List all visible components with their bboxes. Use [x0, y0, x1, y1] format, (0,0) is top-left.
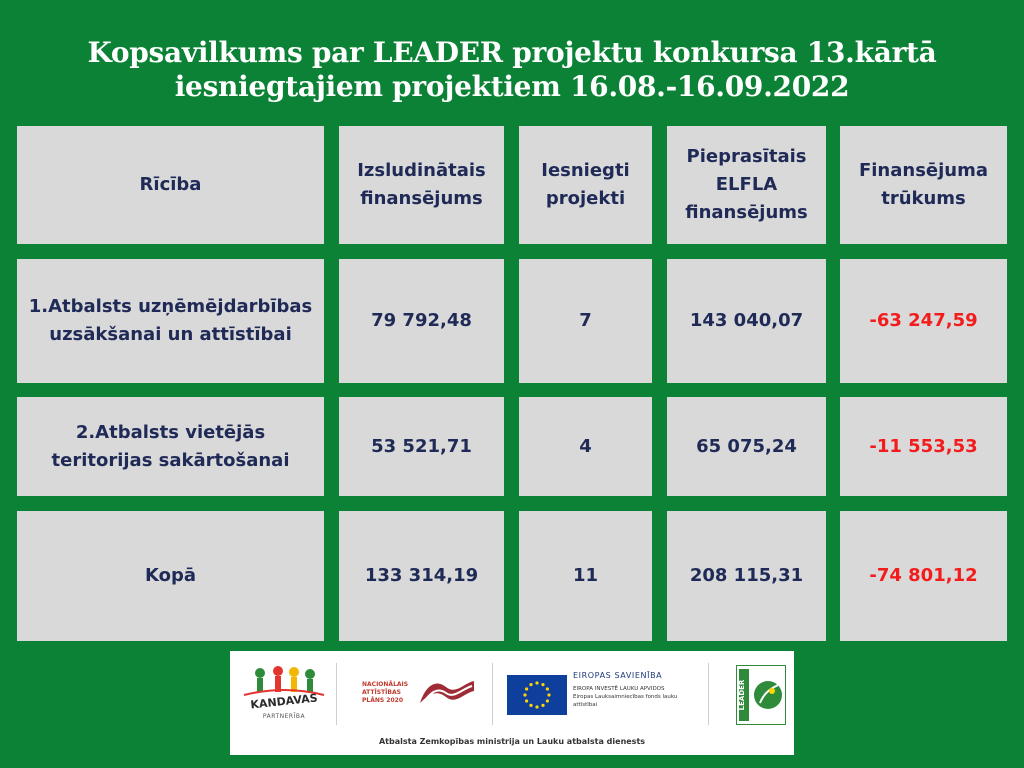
eu-subtitle	[573, 685, 693, 709]
header-announced-funding: Izsludinātais finansējums	[339, 126, 504, 244]
eu-subtitle-line-2: Eiropas Lauksaimniecības fonds lauku attīstībai	[573, 694, 678, 708]
total-projects: 11	[519, 511, 652, 641]
total-label: Kopā	[17, 511, 324, 641]
support-text: Atbalsta Zemkopības ministrija un Lauku atbalsta dienests	[378, 737, 646, 746]
header-requested-funding: Pieprasītais ELFLA finansējums	[667, 126, 826, 244]
header-ricība: Rīcība	[17, 126, 324, 244]
nap-2020-text: NACIONĀLAIS ATTĪSTĪBAS PLĀNS 2020	[362, 681, 409, 704]
eu-subtitle-line-1: EIROPA INVESTĒ LAUKU APVIDOS	[573, 686, 665, 692]
leader-logo-icon	[736, 665, 786, 725]
row-1-announced: 79 792,48	[339, 259, 504, 383]
logo-divider	[708, 663, 709, 725]
logo-divider	[336, 663, 337, 725]
total-requested: 208 115,31	[667, 511, 826, 641]
page-title	[0, 36, 1024, 104]
row-1-action: 1.Atbalsts uzņēmējdarbības uzsākšanai un attīstībai	[17, 259, 324, 383]
row-1-shortfall: -63 247,59	[840, 259, 1007, 383]
total-shortfall: -74 801,12	[840, 511, 1007, 641]
row-2-projects: 4	[519, 397, 652, 496]
svg-text:LEADER: LEADER	[738, 679, 746, 711]
row-1-projects: 7	[519, 259, 652, 383]
row-2-action: 2.Atbalsts vietējās teritorijas sakārtošanai	[17, 397, 324, 496]
total-announced: 133 314,19	[339, 511, 504, 641]
row-2-announced: 53 521,71	[339, 397, 504, 496]
title-line-1: Kopsavilkums par LEADER projektu konkursa 13.kārtā	[87, 36, 937, 69]
logo-divider	[492, 663, 493, 725]
row-2-shortfall: -11 553,53	[840, 397, 1007, 496]
kandavas-text: KANDAVAS	[249, 691, 319, 712]
title-line-2: iesniegtajiem projektiem 16.08.-16.09.2022	[174, 70, 850, 103]
latvia-ribbon-icon	[416, 677, 478, 707]
row-1-requested: 143 040,07	[667, 259, 826, 383]
partneriba-text: PARTNERĪBA	[262, 713, 306, 720]
header-funding-shortfall: Finansējuma trūkums	[840, 126, 1007, 244]
logo-strip	[230, 651, 794, 755]
eu-flag-icon	[507, 675, 567, 715]
row-2-requested: 65 075,24	[667, 397, 826, 496]
kandavas-partneriba-logo	[238, 665, 330, 729]
eu-title-text: EIROPAS SAVIENĪBA	[573, 671, 663, 680]
header-submitted-projects: Iesniegti projekti	[519, 126, 652, 244]
